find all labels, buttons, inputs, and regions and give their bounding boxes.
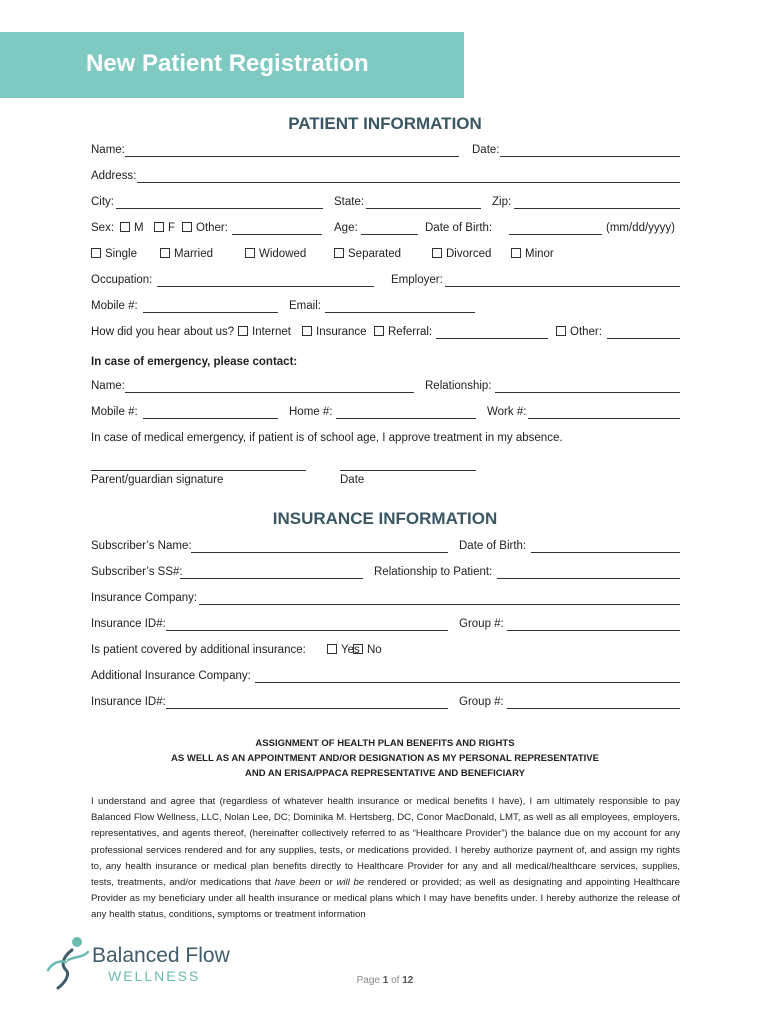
internet-label: Internet — [252, 326, 291, 338]
zip-field[interactable] — [514, 208, 680, 209]
row-signature-labels — [91, 474, 681, 490]
group-2-field[interactable] — [507, 708, 680, 709]
name-label: Name: — [91, 144, 125, 156]
other-source-option[interactable] — [556, 326, 602, 338]
insurance-company-field[interactable] — [199, 604, 680, 605]
emergency-mobile-label: Mobile #: — [91, 406, 138, 418]
row-address — [91, 170, 681, 186]
row-insurance-id — [91, 618, 681, 634]
zip-label: Zip: — [492, 196, 512, 208]
hear-about-label: How did you hear about us? — [91, 326, 235, 338]
date-label: Date: — [472, 144, 500, 156]
row-insurance-id-2 — [91, 696, 681, 712]
sex-other-field[interactable] — [232, 234, 322, 235]
assignment-line-3: AND AN ERISA/PPACA REPRESENTATIVE AND BENEFICIARY — [245, 768, 525, 779]
occupation-field[interactable] — [157, 286, 374, 287]
separated-label: Separated — [348, 248, 402, 260]
paragraph-em-have-been: have been — [274, 877, 321, 889]
divorced-label: Divorced — [446, 248, 492, 260]
referral-field[interactable] — [436, 338, 548, 339]
additional-company-label: Additional Insurance Company: — [91, 670, 251, 682]
insurance-id-field[interactable] — [166, 630, 448, 631]
checkbox-icon — [556, 326, 566, 336]
age-label: Age: — [334, 222, 358, 234]
city-label: City: — [91, 196, 114, 208]
mobile-label: Mobile #: — [91, 300, 138, 312]
insurance-company-label: Insurance Company: — [91, 592, 198, 604]
checkbox-icon — [353, 644, 363, 654]
sex-other-label: Other: — [196, 222, 228, 234]
assignment-paragraph — [91, 794, 680, 924]
paragraph-part-1: I understand and agree that (regardless of whatever health insurance or medical benefits I have), I am ultimately responsible to pay Balanced Flow Wellness, LLC, Nolan Lee, DC; Dominika M. Hertsberg, DC, Conor MacDonald, LMT, as well as all employees, employers, representatives, and agents thereof, (hereinafter collectively referred to as “Healthcare Provider”) the balance due on my account for any professional services rendered and for any supplies, tests, or medications provided. I hereby authorize payment of, and assign my rights to, any health insurance or medical plan benefits directly to Healthcare Provider for any and all medical/healthcare services, supplies, tests, treatments, and/or medications that — [91, 796, 680, 889]
other-source-field[interactable] — [607, 338, 680, 339]
subscriber-dob-label: Date of Birth: — [459, 540, 527, 552]
checkbox-icon — [154, 222, 164, 232]
subscriber-name-field[interactable] — [191, 552, 448, 553]
row-marital-status — [91, 248, 681, 264]
parent-signature-label: Parent/guardian signature — [91, 474, 224, 486]
checkbox-icon — [91, 248, 101, 258]
checkbox-icon — [511, 248, 521, 258]
relationship-label: Relationship: — [425, 380, 492, 392]
home-phone-field[interactable] — [336, 418, 476, 419]
checkbox-icon — [238, 326, 248, 336]
emergency-heading-text: In case of emergency, please contact: — [91, 356, 298, 368]
sex-other-option[interactable] — [182, 222, 228, 234]
row-subscriber-name — [91, 540, 681, 556]
sex-m-option[interactable] — [120, 222, 144, 234]
subscriber-ss-field[interactable] — [180, 578, 363, 579]
page-title: New Patient Registration — [86, 50, 369, 77]
work-phone-field[interactable] — [528, 418, 680, 419]
logo-name: Balanced Flow — [92, 944, 230, 967]
address-label: Address: — [91, 170, 137, 182]
address-field[interactable] — [137, 182, 680, 183]
row-name-date — [91, 144, 681, 160]
insurance-option[interactable] — [302, 326, 367, 338]
patient-info-heading: PATIENT INFORMATION — [288, 114, 482, 133]
row-emergency-name — [91, 380, 681, 396]
single-option[interactable] — [91, 248, 137, 260]
subscriber-ss-label: Subscriber’s SS#: — [91, 566, 183, 578]
row-subscriber-ss — [91, 566, 681, 582]
insurance-id-2-field[interactable] — [166, 708, 448, 709]
checkbox-icon — [327, 644, 337, 654]
insurance-id-2-label: Insurance ID#: — [91, 696, 166, 708]
emergency-name-field[interactable] — [125, 392, 414, 393]
consent-text: In case of medical emergency, if patient is of school age, I approve treatment in my absence. — [91, 432, 563, 444]
assignment-line-2: AS WELL AS AN APPOINTMENT AND/OR DESIGNATION AS MY PERSONAL REPRESENTATIVE — [171, 753, 599, 764]
dob-field[interactable] — [509, 234, 602, 235]
paragraph-part-2: rendered or provided; as well as designating and appointing Healthcare Provider as my beneficiary under all health insurance or medical plans which I may have benefits under. I hereby authorize the release of any health status, conditions, symptoms or treatment information — [91, 877, 680, 921]
relationship-patient-label: Relationship to Patient: — [374, 566, 493, 578]
additional-insurance-question: Is patient covered by additional insurance: — [91, 644, 306, 656]
checkbox-icon — [160, 248, 170, 258]
date-field[interactable] — [500, 156, 680, 157]
row-signature-lines — [91, 458, 681, 474]
name-field[interactable] — [125, 156, 459, 157]
state-field[interactable] — [366, 208, 481, 209]
signature-date-field[interactable] — [340, 470, 476, 471]
emergency-mobile-field[interactable] — [143, 418, 278, 419]
separated-option[interactable] — [334, 248, 401, 260]
page-footer — [0, 975, 770, 986]
married-label: Married — [174, 248, 213, 260]
subscriber-name-label: Subscriber’s Name: — [91, 540, 192, 552]
page-word: Page — [356, 975, 380, 986]
checkbox-icon — [120, 222, 130, 232]
mobile-field[interactable] — [143, 312, 278, 313]
no-option[interactable] — [353, 644, 382, 656]
row-additional-company — [91, 670, 681, 686]
employer-label: Employer: — [391, 274, 443, 286]
checkbox-icon — [302, 326, 312, 336]
other-source-label: Other: — [570, 326, 602, 338]
state-label: State: — [334, 196, 365, 208]
emergency-name-label: Name: — [91, 380, 125, 392]
assignment-heading — [0, 736, 770, 781]
row-consent — [91, 432, 681, 448]
sex-f-option[interactable] — [154, 222, 175, 234]
of-word: of — [391, 975, 400, 986]
checkbox-icon — [245, 248, 255, 258]
widowed-option[interactable] — [245, 248, 306, 260]
city-field[interactable] — [116, 208, 323, 209]
married-option[interactable] — [160, 248, 213, 260]
relationship-patient-field[interactable] — [497, 578, 680, 579]
assignment-line-1: ASSIGNMENT OF HEALTH PLAN BENEFITS AND RIGHTS — [255, 738, 515, 749]
referral-option[interactable] — [374, 326, 432, 338]
checkbox-icon — [334, 248, 344, 258]
work-phone-label: Work #: — [487, 406, 527, 418]
minor-label: Minor — [525, 248, 554, 260]
no-label: No — [367, 644, 382, 656]
page-number: 1 — [382, 975, 389, 986]
relationship-field[interactable] — [495, 392, 680, 393]
sex-label: Sex: — [91, 222, 115, 234]
minor-option[interactable] — [511, 248, 554, 260]
emergency-heading — [91, 356, 681, 372]
email-field[interactable] — [325, 312, 475, 313]
logo-subtitle: WELLNESS — [108, 968, 201, 984]
home-phone-label: Home #: — [289, 406, 333, 418]
yes-label: Yes — [341, 644, 360, 656]
checkbox-icon — [182, 222, 192, 232]
email-label: Email: — [289, 300, 321, 312]
checkbox-icon — [432, 248, 442, 258]
row-occupation-employer — [91, 274, 681, 290]
internet-option[interactable] — [238, 326, 291, 338]
age-field[interactable] — [361, 234, 418, 235]
insurance-info-heading: INSURANCE INFORMATION — [272, 509, 498, 528]
divorced-option[interactable] — [432, 248, 491, 260]
referral-label: Referral: — [388, 326, 433, 338]
dob-format: (mm/dd/yyyy) — [606, 222, 675, 234]
checkbox-icon — [374, 326, 384, 336]
occupation-label: Occupation: — [91, 274, 153, 286]
group-2-label: Group #: — [459, 696, 504, 708]
group-field[interactable] — [507, 630, 680, 631]
insurance-label: Insurance — [316, 326, 367, 338]
sex-m-label: M — [134, 222, 144, 234]
row-sex-age-dob — [91, 222, 681, 238]
paragraph-em-will-be: will be — [336, 877, 365, 889]
dob-label: Date of Birth: — [425, 222, 493, 234]
additional-company-field[interactable] — [255, 682, 680, 683]
single-label: Single — [105, 248, 137, 260]
paragraph-or: or — [320, 877, 337, 889]
sex-f-label: F — [168, 222, 176, 234]
subscriber-dob-field[interactable] — [531, 552, 680, 553]
group-label: Group #: — [459, 618, 504, 630]
row-mobile-email — [91, 300, 681, 316]
parent-signature-field[interactable] — [91, 470, 306, 471]
row-additional-insurance-question — [91, 644, 681, 660]
row-referral-source — [91, 326, 681, 342]
row-city-state-zip — [91, 196, 681, 212]
row-insurance-company — [91, 592, 681, 608]
signature-date-label: Date — [340, 474, 365, 486]
insurance-id-label: Insurance ID#: — [91, 618, 166, 630]
row-emergency-phones — [91, 406, 681, 422]
employer-field[interactable] — [445, 286, 680, 287]
widowed-label: Widowed — [259, 248, 307, 260]
page-total: 12 — [402, 975, 414, 986]
